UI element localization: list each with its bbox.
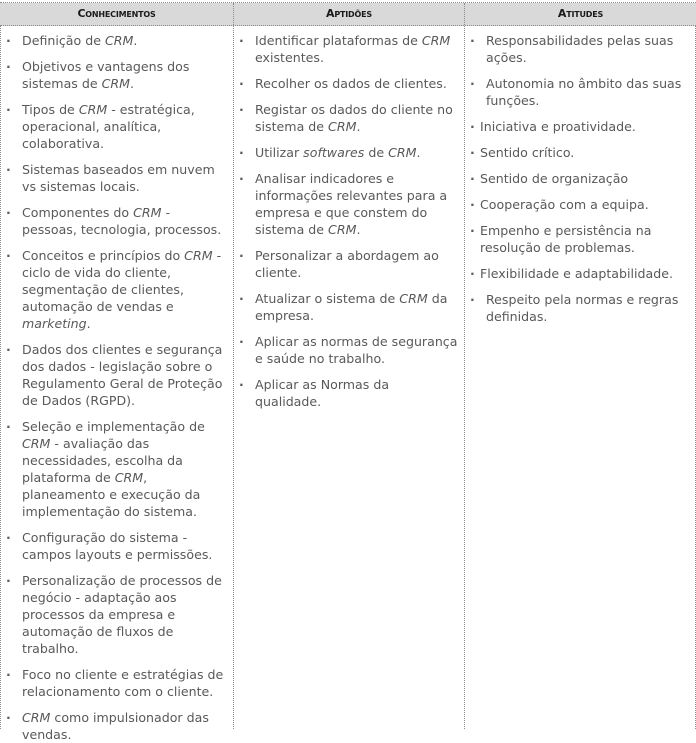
column-atitudes [464,26,696,729]
competencies-table [0,2,696,742]
atitudes-list [470,32,689,325]
list-item: · Tipos de CRM - estratégica, operacional, analítica, colaborativa. [6,101,227,152]
list-item: · Utilizar softwares de CRM. [239,144,458,161]
list-item: · Personalizar a abordagem ao cliente. [239,247,458,281]
header-conhecimentos: Conhecimentos [77,7,156,20]
list-item: · Flexibilidade e adaptabilidade. [470,265,689,282]
list-item: · Responsabilidades pelas suas ações. [470,32,689,66]
list-item: · Seleção e implementação de CRM - avaliação das necessidades, escolha da plataforma de CRM, planeamento e execução da implementação do sistema. [6,418,227,520]
list-item: · Objetivos e vantagens dos sistemas de CRM. [6,58,227,92]
table-header-row [0,3,696,26]
list-item: · Sentido crítico. [470,144,689,161]
list-item: · Aplicar as normas de segurança e saúde no trabalho. [239,333,458,367]
list-item: · Registar os dados do cliente no sistema de CRM. [239,101,458,135]
list-item: · Atualizar o sistema de CRM da empresa. [239,290,458,324]
list-item: · CRM como impulsionador das vendas. [6,709,227,743]
list-item: · Personalização de processos de negócio - adaptação aos processos da empresa e automação de fluxos de trabalho. [6,572,227,657]
column-conhecimentos [0,26,233,742]
list-item: · Identificar plataformas de CRM existentes. [239,32,458,66]
list-item: · Autonomia no âmbito das suas funções. [470,75,689,109]
list-item: · Sentido de organização [470,170,689,187]
list-item: · Definição de CRM. [6,32,227,49]
conhecimentos-list [6,32,227,743]
list-item: · Aplicar as Normas da qualidade. [239,376,458,410]
list-item: · Empenho e persistência na resolução de problemas. [470,222,689,256]
aptidoes-list [239,32,458,410]
list-item: · Respeito pela normas e regras definidas. [470,291,689,325]
list-item: · Cooperação com a equipa. [470,196,689,213]
list-item: · Analisar indicadores e informações relevantes para a empresa e que constem do sistema de CRM. [239,170,458,238]
list-item: · Conceitos e princípios do CRM - ciclo de vida do cliente, segmentação de clientes, automação de vendas e marketing. [6,247,227,332]
header-atitudes: Atitudes [464,3,696,25]
header-aptidoes: Aptidões [233,3,464,25]
column-aptidoes [233,26,464,729]
list-item: · Dados dos clientes e segurança dos dados - legislação sobre o Regulamento Geral de Proteção de Dados (RGPD). [6,341,227,409]
list-item: · Configuração do sistema - campos layouts e permissões. [6,529,227,563]
list-item: · Componentes do CRM - pessoas, tecnologia, processos. [6,204,227,238]
list-item: · Sistemas baseados em nuvem vs sistemas locais. [6,161,227,195]
list-item: · Iniciativa e proatividade. [470,118,689,135]
table-body-row [0,26,696,742]
list-item: · Foco no cliente e estratégias de relacionamento com o cliente. [6,666,227,700]
list-item: · Recolher os dados de clientes. [239,75,458,92]
